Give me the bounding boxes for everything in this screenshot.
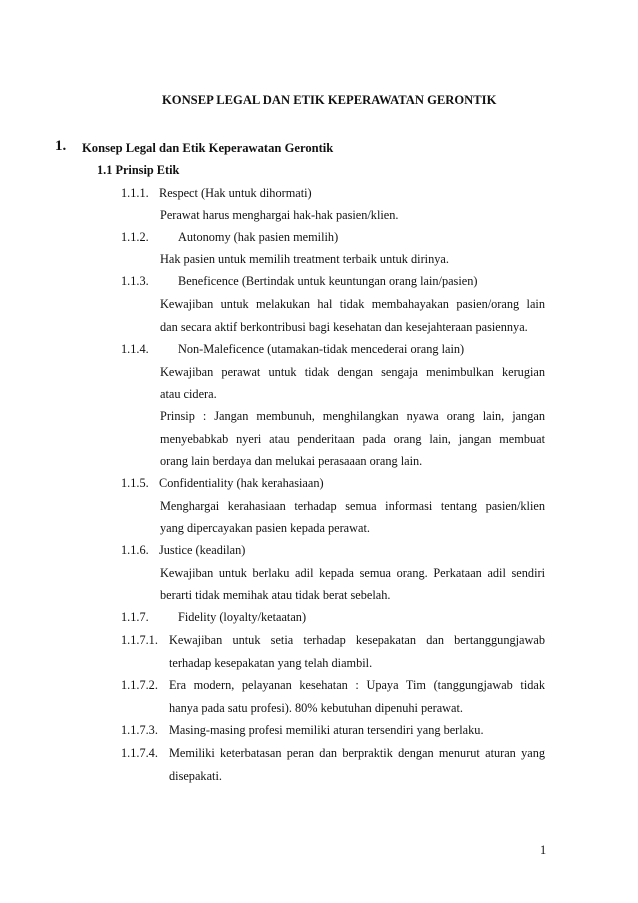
item-1-1-4-text-line-3: Prinsip : Jangan membunuh, menghilangkan nyawa orang lain, jangan [160,409,545,423]
item-1-1-7-3-text: Masing-masing profesi memiliki aturan tersendiri yang berlaku. [169,723,484,737]
item-1-1-7-2-number: 1.1.7.2. [121,678,158,692]
item-1-1-6-label: Justice (keadilan) [159,543,246,557]
item-1-1-7-number: 1.1.7. [121,610,149,624]
item-1-1-5-text-line-1: Menghargai kerahasiaan terhadap semua informasi tentang pasien/klien [160,499,545,513]
item-1-1-7-label: Fidelity (loyalty/ketaatan) [178,610,307,624]
item-1-1-1-text: Perawat harus menghargai hak-hak pasien/klien. [160,208,399,222]
item-1-1-1-label: Respect (Hak untuk dihormati) [159,186,312,200]
item-1-1-3-number: 1.1.3. [121,274,149,288]
item-1-1-5-text-line-2: yang dipercayakan pasien kepada perawat. [160,521,370,535]
item-1-1-6-number: 1.1.6. [121,543,149,557]
page-number: 1 [540,843,547,857]
item-1-1-5-number: 1.1.5. [121,476,149,490]
item-1-1-7-2-text-line-2: hanya pada satu profesi). 80% kebutuhan dipenuhi perawat. [169,701,464,715]
document-title: KONSEP LEGAL DAN ETIK KEPERAWATAN GERONTIK [162,93,497,107]
section-heading: Konsep Legal dan Etik Keperawatan Gerontik [82,141,334,155]
item-1-1-7-1-number: 1.1.7.1. [121,633,158,647]
item-1-1-4-number: 1.1.4. [121,342,149,356]
item-1-1-6-text-line-1: Kewajiban untuk berlaku adil kepada semua orang. Perkataan adil sendiri [160,566,545,580]
item-1-1-4-label: Non-Maleficence (utamakan-tidak mencederai orang lain) [178,342,465,356]
item-1-1-2-text: Hak pasien untuk memilih treatment terbaik untuk dirinya. [160,252,449,266]
item-1-1-7-1-text-line-1: Kewajiban untuk setia terhadap kesepakatan dan bertanggungjawab [169,633,545,647]
item-1-1-7-4-number: 1.1.7.4. [121,746,158,760]
item-1-1-1-number: 1.1.1. [121,186,149,200]
item-1-1-7-4-text-line-2: disepakati. [169,769,222,783]
item-1-1-4-text-line-2: atau cidera. [160,387,217,401]
item-1-1-7-4-text-line-1: Memiliki keterbatasan peran dan berpraktik dengan menurut aturan yang [169,746,545,760]
item-1-1-2-label: Autonomy (hak pasien memilih) [178,230,339,244]
item-1-1-3-label: Beneficence (Bertindak untuk keuntungan orang lain/pasien) [178,274,478,288]
item-1-1-3-text-line-2: dan secara aktif berkontribusi bagi kesehatan dan kesejahteraan pasiennya. [160,320,528,334]
section-number: 1. [55,138,67,154]
item-1-1-7-3-number: 1.1.7.3. [121,723,158,737]
item-1-1-7-1-text-line-2: terhadap kesepakatan yang telah diambil. [169,656,373,670]
item-1-1-6-text-line-2: berarti tidak memihak atau tidak berat sebelah. [160,588,391,602]
item-1-1-4-text-line-1: Kewajiban perawat untuk tidak dengan sengaja menimbulkan kerugian [160,365,545,379]
item-1-1-5-label: Confidentiality (hak kerahasiaan) [159,476,324,490]
item-1-1-3-text-line-1: Kewajiban untuk melakukan hal tidak membahayakan pasien/orang lain [160,297,545,311]
item-1-1-4-text-line-5: orang lain berdaya dan melukai perasaaan orang lain. [160,454,423,468]
subsection-heading: 1.1 Prinsip Etik [97,163,180,177]
item-1-1-7-2-text-line-1: Era modern, pelayanan kesehatan : Upaya Tim (tanggungjawab tidak [169,678,545,692]
item-1-1-4-text-line-4: menyebabkab nyeri atau penderitaan pada orang lain, jangan membuat [160,432,545,446]
item-1-1-2-number: 1.1.2. [121,230,149,244]
